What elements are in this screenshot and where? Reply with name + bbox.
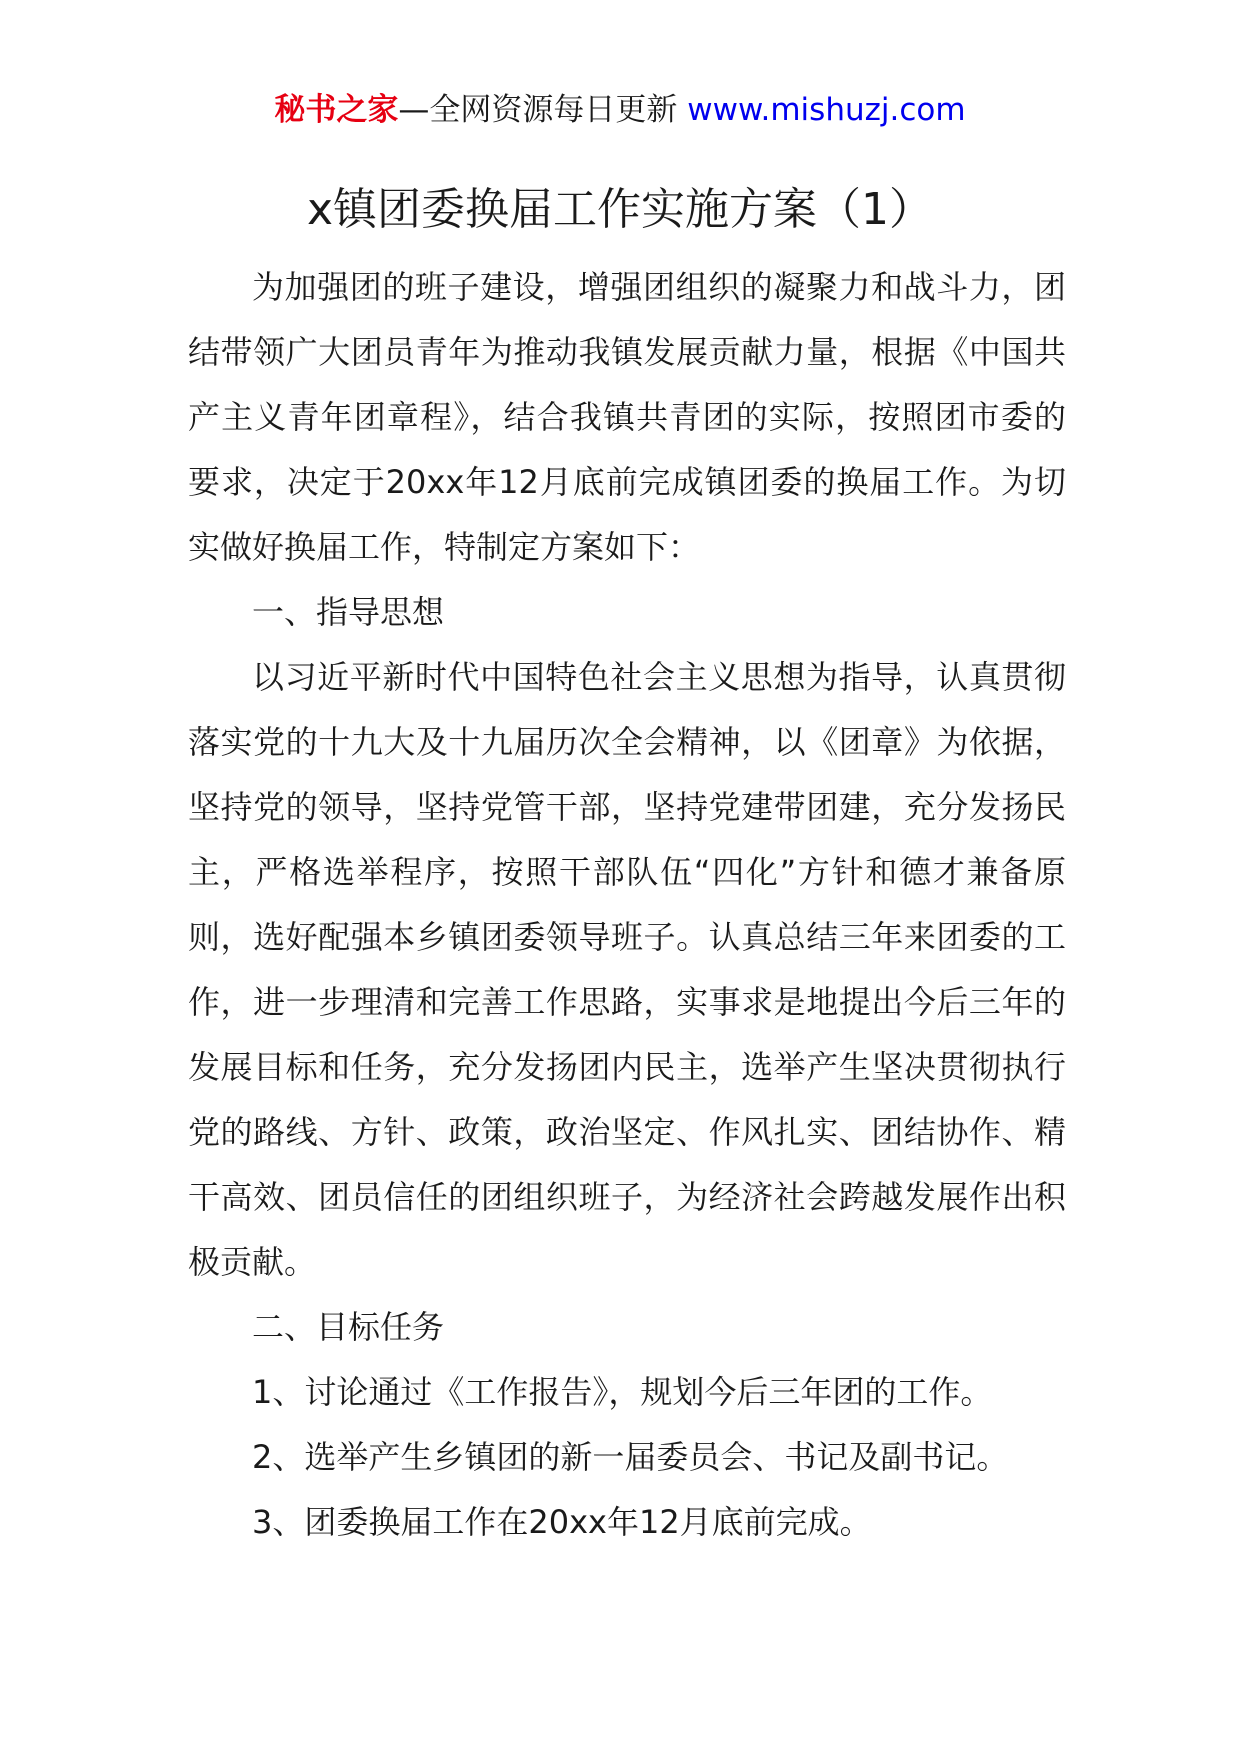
goal-item-1: 1、讨论通过《工作报告》，规划今后三年团的工作。	[252, 1373, 993, 1411]
section-heading-guiding-ideology: 一、指导思想	[252, 593, 445, 631]
intro-paragraph: 为加强团的班子建设，增强团组织的凝聚力和战斗力，团结带领广大团员青年为推动我镇发展贡献力量，根据《中国共产主义青年团章程》，结合我镇共青团的实际，按照团市委的要求，决定于20xx年12月底前完成镇团委的换届工作。为切实做好换届工作，特制定方案如下：	[188, 268, 1066, 566]
goal-item-2: 2、选举产生乡镇团的新一届委员会、书记及副书记。	[252, 1438, 1009, 1476]
header-tagline: —全网资源每日更新	[398, 92, 678, 128]
document-title: x镇团委换届工作实施方案（1）	[306, 184, 934, 235]
guiding-ideology-paragraph: 以习近平新时代中国特色社会主义思想为指导，认真贯彻落实党的十九大及十九届历次全会精神，以《团章》为依据，坚持党的领导，坚持党管干部，坚持党建带团建，充分发扬民主，严格选举程序，按照干部队伍“四化”方针和德才兼备原则，选好配强本乡镇团委领导班子。认真总结三年来团委的工作，进一步理清和完善工作思路，实事求是地提出今后三年的发展目标和任务，充分发扬团内民主，选举产生坚决贯彻执行党的路线、方针、政策，政治坚定、作风扎实、团结协作、精干高效、团员信任的团组织班子，为经济社会跨越发展作出积极贡献。	[188, 658, 1066, 1281]
site-url-link[interactable]: www.mishuzj.com	[687, 92, 966, 128]
document-body	[188, 255, 1066, 1555]
brand-name: 秘书之家	[274, 92, 399, 128]
goal-item-3: 3、团委换届工作在20xx年12月底前完成。	[252, 1503, 872, 1541]
section-heading-goals: 二、目标任务	[252, 1308, 445, 1346]
site-header	[0, 88, 1240, 132]
